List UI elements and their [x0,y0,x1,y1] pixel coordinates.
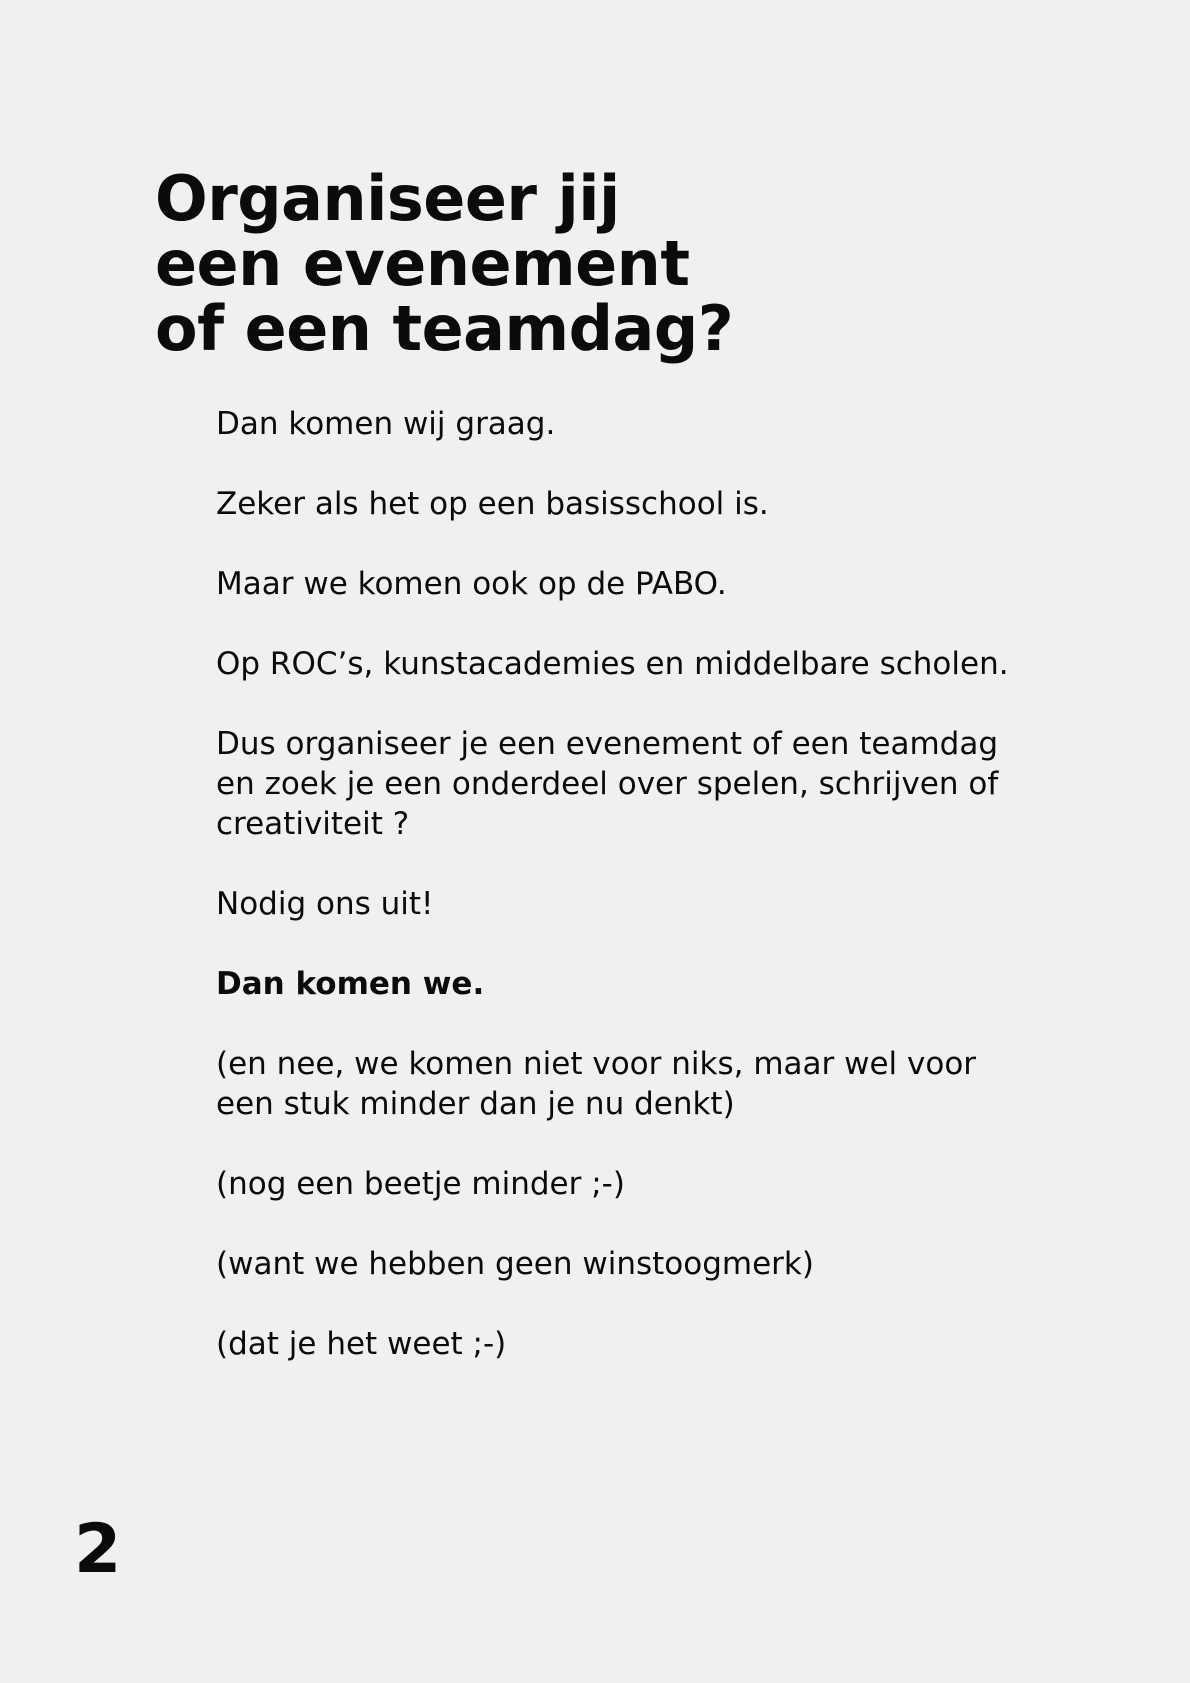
title-line-2: een evenement [155,227,690,300]
title-line-3: of een teamdag? [155,292,734,365]
paragraph-niet-voor-niks: (en nee, we komen niet voor niks, maar wel voor een stuk minder dan je nu denkt) [216,1046,977,1122]
paragraph-nodig-uit: Nodig ons uit! [216,886,434,922]
paragraph-nog-minder: (nog een beetje minder ;-) [216,1166,625,1202]
paragraph-basisschool: Zeker als het op een basisschool is. [216,486,769,522]
paragraph-roc: Op ROC’s, kunstacademies en middelbare scholen. [216,646,1009,682]
paragraph-evenement: Dus organiseer je een evenement of een teamdag en zoek je een onderdeel over spelen, schrijven of creativiteit ? [216,726,999,842]
page-title [155,162,734,365]
page-number: 2 [74,1510,122,1589]
paragraph-intro: Dan komen wij graag. [216,406,556,442]
paragraph-dat-je-het-weet: (dat je het weet ;-) [216,1326,507,1362]
paragraph-dan-komen-we: Dan komen we. [216,966,485,1002]
body-text [216,404,1036,1404]
paragraph-pabo: Maar we komen ook op de PABO. [216,566,727,602]
title-line-1: Organiseer jij [155,162,620,235]
paragraph-winstoogmerk: (want we hebben geen winstoogmerk) [216,1246,814,1282]
